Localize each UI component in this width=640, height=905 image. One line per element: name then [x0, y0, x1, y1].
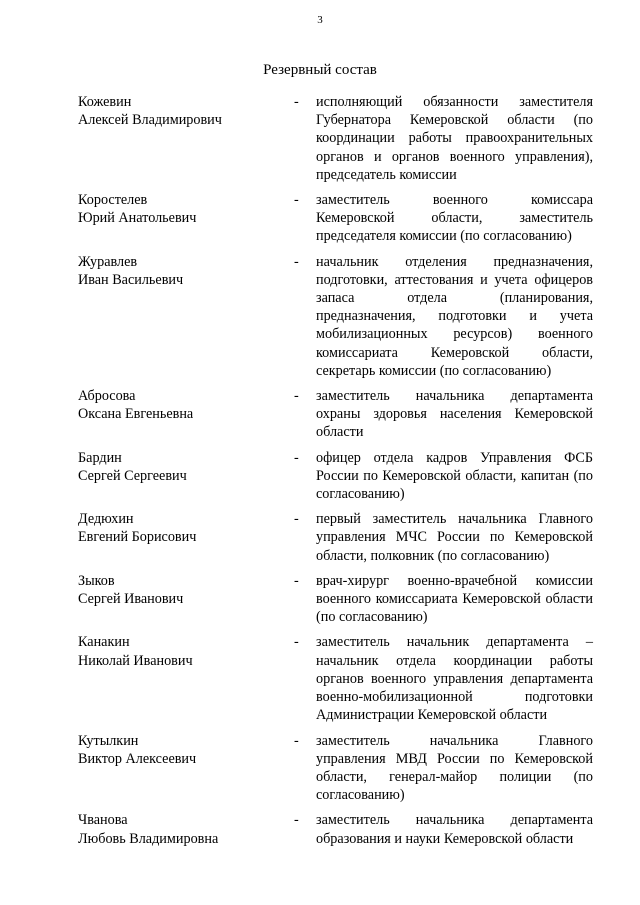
section-title: Резервный состав	[263, 62, 377, 78]
member-surname: Дедюхин	[78, 511, 134, 528]
member-name	[78, 811, 294, 847]
member-surname: Кожевин	[78, 94, 132, 110]
member-given-name: Сергей Иванович	[78, 591, 184, 608]
member-row	[78, 633, 593, 724]
member-row	[78, 811, 593, 847]
member-name	[78, 191, 294, 246]
member-given-name: Евгений Борисович	[78, 529, 197, 546]
member-name	[78, 732, 294, 805]
member-row	[78, 93, 593, 184]
member-role: заместитель военного комиссара Кемеровской области, заместитель председателя комиссии (по согласованию)	[316, 192, 593, 245]
member-surname: Коростелев	[78, 192, 148, 209]
member-surname: Абросова	[78, 388, 136, 405]
member-role: заместитель начальника департамента образования и науки Кемеровской области	[316, 812, 593, 847]
member-role: заместитель начальника департамента охраны здоровья населения Кемеровской области	[316, 388, 593, 441]
member-role: исполняющий обязанности заместителя Губернатора Кемеровской области (по координации работы правоохранительных органов и органов военного управления), председатель комиссии	[316, 94, 593, 183]
member-separator: -	[294, 812, 299, 829]
member-given-name: Оксана Евгеньевна	[78, 406, 194, 423]
member-given-name: Николай Иванович	[78, 652, 193, 669]
member-given-name: Юрий Анатольевич	[78, 210, 197, 227]
member-separator: -	[294, 253, 299, 270]
member-row	[78, 732, 593, 805]
member-name	[78, 510, 294, 565]
member-role: врач-хирург военно-врачебной комиссии военного комиссариата Кемеровской области (по согласованию)	[316, 572, 593, 626]
member-surname: Журавлев	[78, 253, 138, 270]
member-row	[78, 253, 593, 380]
member-surname: Зыков	[78, 572, 115, 589]
member-name	[78, 387, 294, 442]
member-name	[78, 449, 294, 504]
member-given-name: Иван Васильевич	[78, 271, 184, 288]
member-row	[78, 191, 593, 246]
member-surname: Канакин	[78, 634, 130, 651]
member-given-name: Сергей Сергеевич	[78, 467, 187, 484]
member-separator: -	[294, 511, 299, 528]
member-row	[78, 510, 593, 565]
member-separator: -	[294, 449, 299, 466]
member-name	[78, 253, 294, 380]
member-given-name: Алексей Владимирович	[78, 112, 222, 129]
member-given-name: Любовь Владимировна	[78, 830, 219, 847]
member-surname: Чванова	[78, 812, 128, 829]
member-name	[78, 633, 294, 724]
member-row	[78, 387, 593, 442]
member-role: заместитель начальника Главного управления МВД России по Кемеровской области, генерал-майор полиции (по согласованию)	[316, 732, 593, 804]
member-separator: -	[294, 94, 299, 110]
member-name	[78, 572, 294, 627]
member-separator: -	[294, 572, 299, 589]
member-surname: Бардин	[78, 449, 122, 466]
member-role: начальник отделения предназначения, подготовки, аттестования и учета офицеров запаса отдела (планирования, предназначения, подготовки и учета мобилизационных ресурсов) военного комиссариата Кемеровской области, секретарь комиссии (по согласованию)	[316, 253, 593, 379]
member-row	[78, 449, 593, 504]
members-list	[78, 93, 593, 855]
member-role: офицер отдела кадров Управления ФСБ России по Кемеровской области, капитан (по согласованию)	[316, 449, 593, 503]
member-separator: -	[294, 192, 299, 209]
member-separator: -	[294, 732, 299, 749]
member-separator: -	[294, 388, 299, 405]
member-separator: -	[294, 634, 299, 651]
member-row	[78, 572, 593, 627]
member-role: заместитель начальник департамента – начальник отдела координации работы органов военного управления департамента военно-мобилизационной подготовки Администрации Кемеровской области	[316, 634, 593, 724]
member-role: первый заместитель начальника Главного управления МЧС России по Кемеровской области, полковник (по согласованию)	[316, 511, 593, 564]
page-number: 3	[317, 14, 323, 26]
member-surname: Кутылкин	[78, 732, 139, 749]
member-given-name: Виктор Алексеевич	[78, 750, 197, 767]
member-name	[78, 93, 294, 184]
